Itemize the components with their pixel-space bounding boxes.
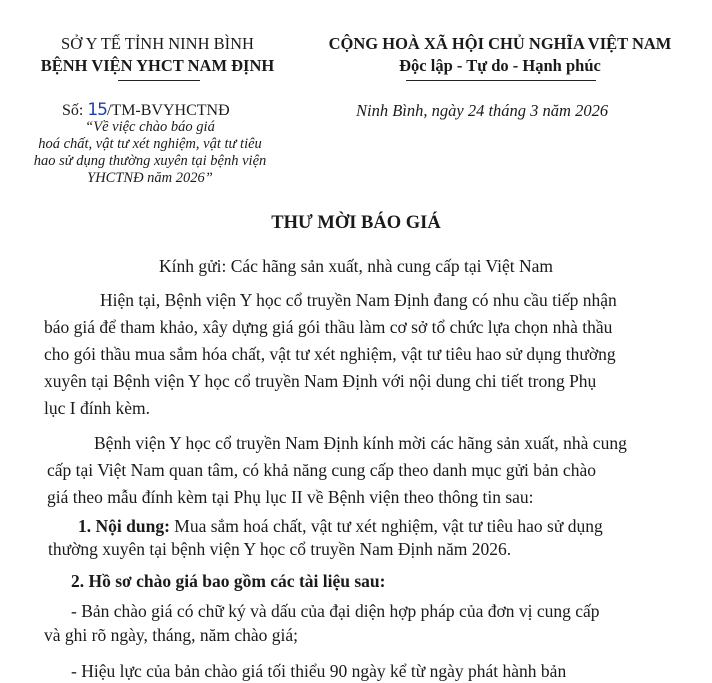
hospital-name: BỆNH VIỆN YHCT NAM ĐỊNH (40, 56, 275, 75)
paragraph-line: giá theo mẫu đính kèm tại Phụ lục II về Bệnh viện theo thông tin sau: (47, 487, 534, 507)
subject-line: hoá chất, vật tư xét nghiệm, vật tư tiêu (38, 136, 262, 152)
subject-line: hao sử dụng thường xuyên tại bệnh viện (33, 153, 267, 169)
letter-title: THƯ MỜI BÁO GIÁ (271, 213, 441, 233)
section-2-item: - Hiệu lực của bản chào giá tối thiểu 90 ngày kể từ ngày phát hành bản (71, 661, 567, 681)
doc-no-handwritten: 15 (87, 100, 107, 120)
section-2-heading: 2. Hồ sơ chào giá bao gồm các tài liệu sau: (71, 571, 386, 591)
agency-name: SỞ Y TẾ TỈNH NINH BÌNH (61, 34, 254, 53)
paragraph-line: lục I đính kèm. (44, 398, 150, 418)
place-date: Ninh Bình, ngày 24 tháng 3 năm 2026 (356, 101, 609, 120)
doc-no-label: Số: (62, 102, 84, 119)
subject-line: YHCTNĐ năm 2026” (87, 170, 213, 186)
paragraph-line: cho gói thầu mua sắm hóa chất, vật tư xét nghiệm, vật tư tiêu hao sử dụng thường (44, 344, 616, 364)
section-1-line (78, 515, 603, 538)
national-motto: Độc lập - Tự do - Hạnh phúc (399, 56, 601, 75)
doc-no-suffix: /TM-BVYHCTNĐ (106, 102, 230, 119)
recipient-line: Kính gửi: Các hãng sản xuất, nhà cung cấp tại Việt Nam (159, 256, 553, 276)
section-1-heading: 1. Nội dung: (78, 516, 170, 536)
subject-line: “Về việc chào báo giá (85, 119, 215, 135)
paragraph-line: Hiện tại, Bệnh viện Y học cổ truyền Nam Định đang có nhu cầu tiếp nhận (100, 290, 617, 310)
paragraph-line: xuyên tại Bệnh viện Y học cổ truyền Nam Định với nội dung chi tiết trong Phụ (44, 371, 597, 391)
motto-underline (406, 80, 596, 81)
left-header-rule (118, 80, 200, 81)
section-1-text: Mua sắm hoá chất, vật tư xét nghiệm, vật tư tiêu hao sử dụng (169, 516, 603, 536)
country-name: CỘNG HOÀ XÃ HỘI CHỦ NGHĨA VIỆT NAM (328, 34, 672, 53)
paragraph-line: cấp tại Việt Nam quan tâm, có khả năng cung cấp theo danh mục gửi bản chào (47, 460, 596, 480)
section-1-line-2: thường xuyên tại bệnh viện Y học cổ truyền Nam Định năm 2026. (48, 539, 512, 559)
document-number (62, 100, 230, 120)
subject-block (20, 119, 280, 187)
paragraph-line: báo giá để tham khảo, xây dựng giá gói thầu làm cơ sở tổ chức lựa chọn nhà thầu (44, 317, 613, 337)
section-2-item-cont: và ghi rõ ngày, tháng, năm chào giá; (44, 625, 298, 645)
paragraph-line: Bệnh viện Y học cổ truyền Nam Định kính mời các hãng sản xuất, nhà cung (94, 433, 627, 453)
section-2-item: - Bản chào giá có chữ ký và dấu của đại diện hợp pháp của đơn vị cung cấp (71, 601, 600, 621)
